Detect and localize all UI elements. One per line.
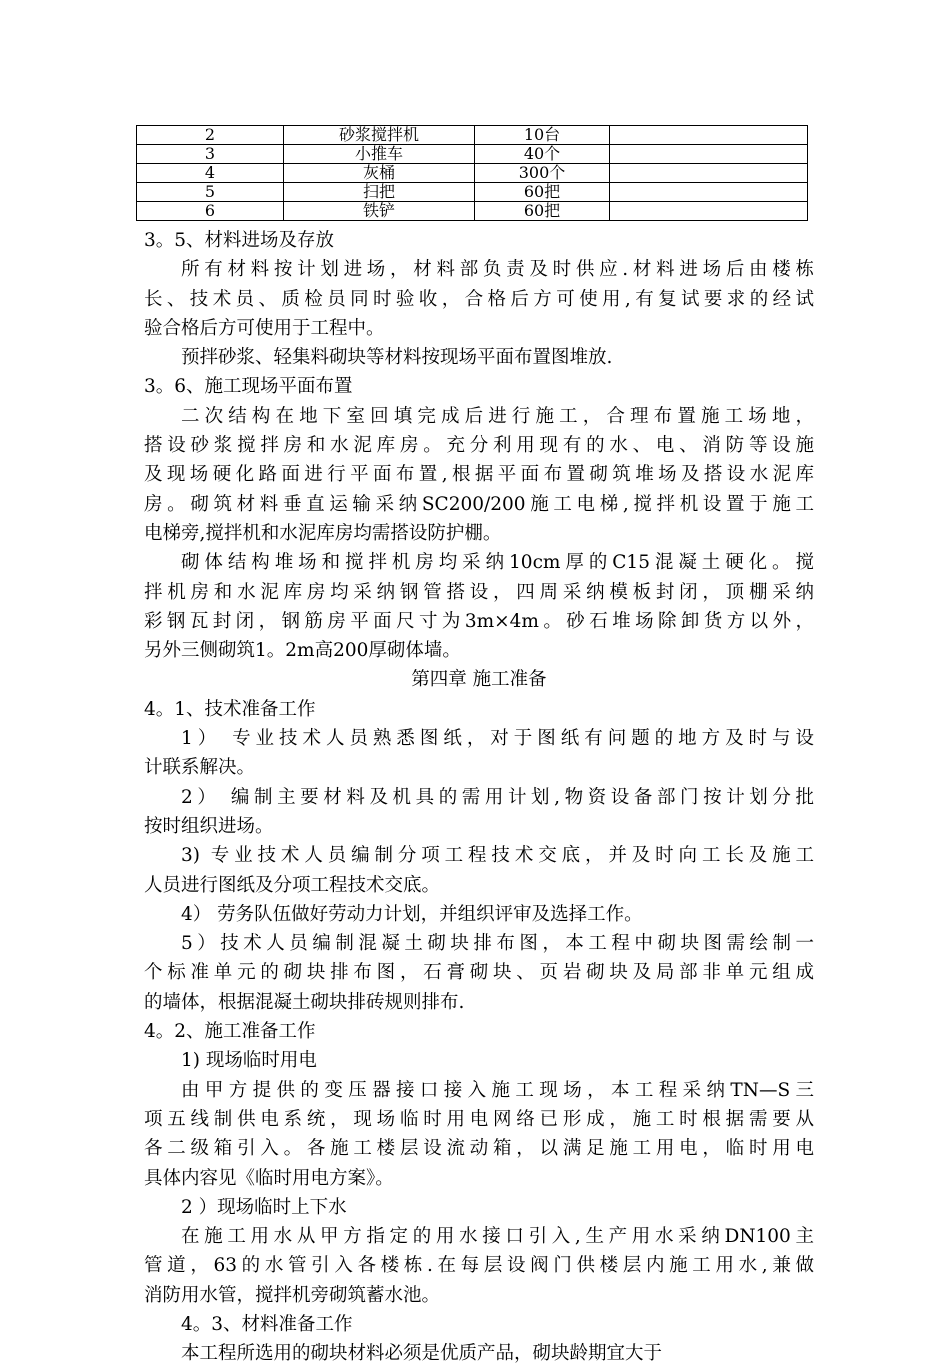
section-heading: 3。5、材料进场及存放 [144,230,335,251]
equipment-note [610,202,808,221]
equipment-name: 灰桶 [284,164,475,183]
paragraph-line: 预拌砂浆、轻集料砌块等材料按现场平面布置图堆放. [181,347,613,369]
paragraph-line: 计联系解决。 [144,757,256,779]
equipment-note [610,126,808,145]
paragraph-line: 4） 劳务队伍做好劳动力计划，并组织评审及选择工作。 [181,903,643,925]
paragraph-line: 拌机房和水泥库房均采纳钢管搭设，四周采纳模板封闭，顶棚采纳 [144,581,814,603]
paragraph-line: 1） 专业技术人员熟悉图纸，对于图纸有问题的地方及时与设 [181,728,814,750]
document-body [144,226,814,1369]
paragraph-line: 本工程所选用的砌块材料必须是优质产品，砌块龄期宜大于 [181,1343,663,1365]
row-number: 6 [137,202,284,221]
paragraph-line: 3) 专业技术人员编制分项工程技术交底，并及时向工长及施工 [181,845,814,867]
paragraph-line: 2） 编制主要材料及机具的需用计划,物资设备部门按计划分批 [181,786,814,808]
paragraph-line: 验合格后方可使用于工程中。 [144,317,385,339]
equipment-name: 小推车 [284,145,475,164]
subsection-heading: 1) 现场临时用电 [181,1050,317,1072]
paragraph-line: 管道，63的水管引入各楼栋.在每层设阀门供楼层内施工用水,兼做 [144,1255,814,1277]
paragraph-line: 长、技术员、质检员同时验收，合格后方可使用,有复试要求的经试 [144,288,814,310]
paragraph-line: 彩钢瓦封闭，钢筋房平面尺寸为3m×4m。砂石堆场除卸货方以外， [144,610,814,632]
row-number: 3 [137,145,284,164]
row-number: 4 [137,164,284,183]
equipment-quantity: 40个 [475,145,610,164]
paragraph-line: 由甲方提供的变压器接口接入施工现场，本工程采纳TN—S三 [181,1079,814,1101]
section-heading: 4。3、材料准备工作 [181,1313,353,1335]
row-number: 2 [137,126,284,145]
section-heading: 4。2、施工准备工作 [144,1021,316,1043]
equipment-note [610,164,808,183]
table-row [137,164,808,183]
equipment-table [136,125,808,221]
paragraph-line: 具体内容见《临时用电方案》。 [144,1167,394,1189]
equipment-quantity: 10台 [475,126,610,145]
paragraph-line: 5）技术人员编制混凝土砌块排布图，本工程中砌块图需绘制一 [181,933,814,955]
section-heading: 3。6、施工现场平面布置 [144,376,353,398]
paragraph-line: 在施工用水从甲方指定的用水接口引入,生产用水采纳DN100主 [181,1226,814,1248]
table-row [137,145,808,164]
equipment-name: 铁铲 [284,202,475,221]
paragraph-line: 二次结构在地下室回填完成后进行施工，合理布置施工场地， [181,405,814,427]
paragraph-line: 个标准单元的砌块排布图，石膏砌块、页岩砌块及局部非单元组成 [144,962,814,984]
equipment-quantity: 60把 [475,202,610,221]
paragraph-line: 项五线制供电系统，现场临时用电网络已形成，施工时根据需要从 [144,1108,814,1130]
chapter-title: 第四章 施工准备 [411,669,547,691]
table-row [137,183,808,202]
paragraph-line: 按时组织进场。 [144,815,274,837]
table-row [137,202,808,221]
paragraph-line: 砌体结构堆场和搅拌机房均采纳10cm厚的C15混凝土硬化。搅 [181,552,814,574]
paragraph-line: 另外三侧砌筑1。2m高200厚砌体墙。 [144,640,461,662]
paragraph-line: 的墙体，根据混凝土砌块排砖规则排布. [144,991,465,1013]
paragraph-line: 电梯旁,搅拌机和水泥库房均需搭设防护棚。 [144,522,502,544]
equipment-note [610,183,808,202]
paragraph-line: 房。砌筑材料垂直运输采纳SC200/200施工电梯,搅拌机设置于施工 [144,493,814,515]
equipment-quantity: 60把 [475,183,610,202]
row-number: 5 [137,183,284,202]
subsection-heading: 2 ）现场临时上下水 [181,1196,347,1218]
table-row [137,126,808,145]
paragraph-line: 所有材料按计划进场，材料部负责及时供应.材料进场后由楼栋 [181,259,814,281]
paragraph-line: 人员进行图纸及分项工程技术交底。 [144,874,441,896]
equipment-name: 扫把 [284,183,475,202]
paragraph-line: 消防用水管，搅拌机旁砌筑蓄水池。 [144,1284,441,1306]
equipment-quantity: 300个 [475,164,610,183]
section-heading: 4。1、技术准备工作 [144,698,316,720]
equipment-name: 砂浆搅拌机 [284,126,475,145]
paragraph-line: 搭设砂浆搅拌房和水泥库房。充分利用现有的水、电、消防等设施 [144,435,814,457]
paragraph-line: 及现场硬化路面进行平面布置,根据平面布置砌筑堆场及搭设水泥库 [144,464,814,486]
equipment-note [610,145,808,164]
paragraph-line: 各二级箱引入。各施工楼层设流动箱，以满足施工用电，临时用电 [144,1138,814,1160]
